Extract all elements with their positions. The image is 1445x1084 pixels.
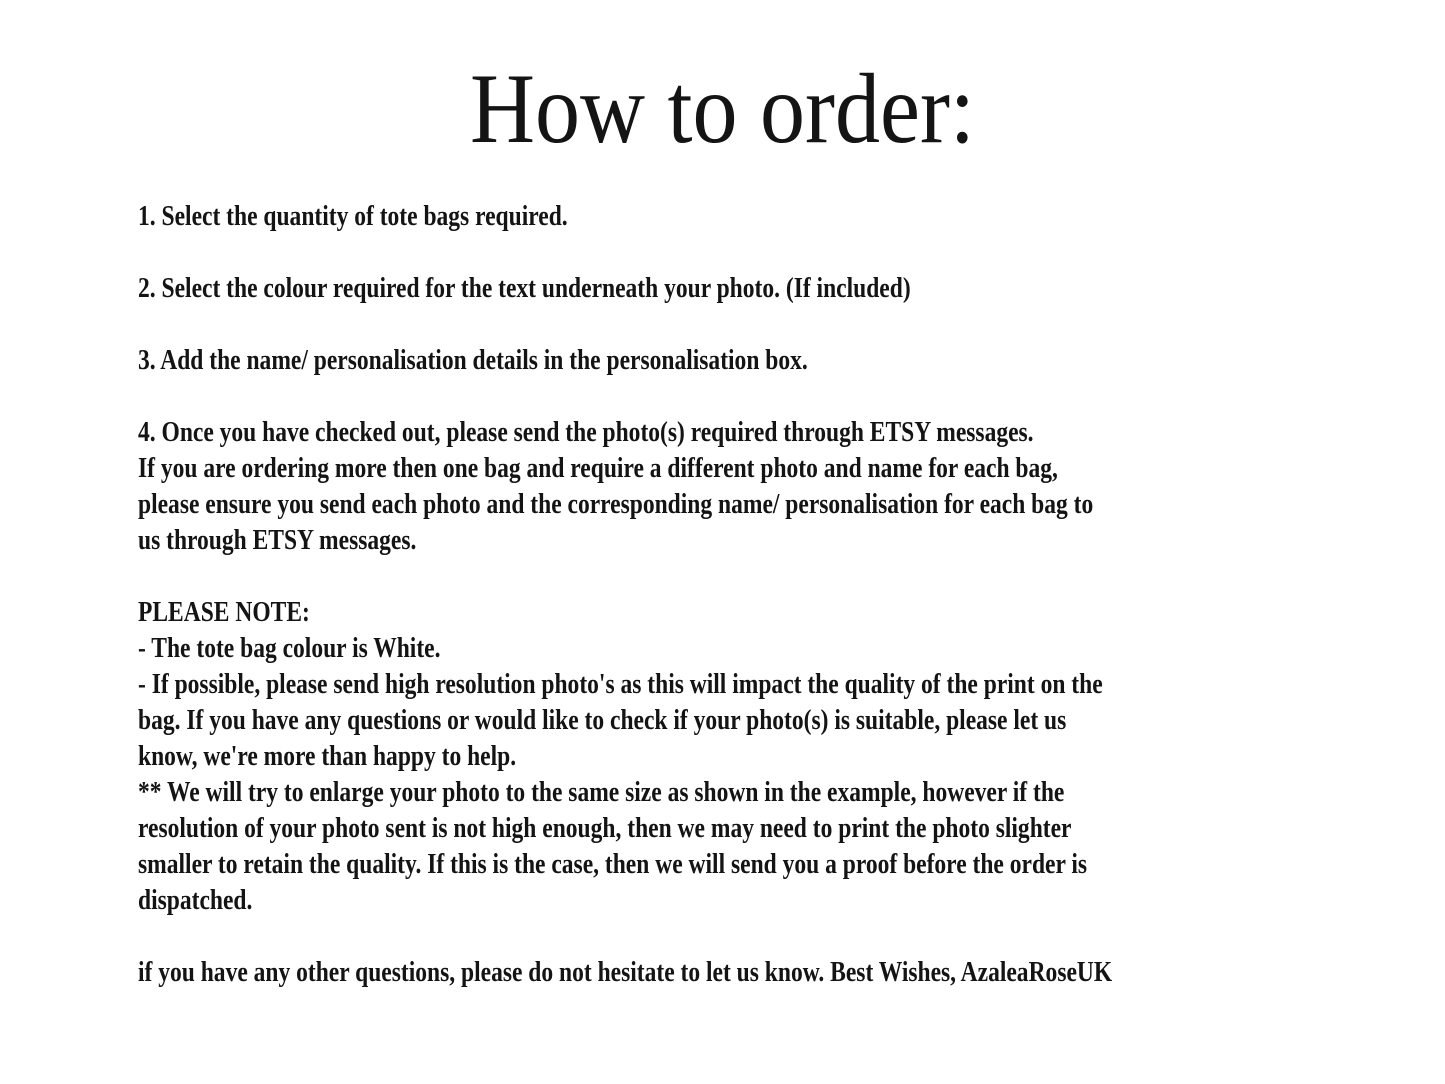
instruction-step-3: 3. Add the name/ personalisation details in the personalisation box. bbox=[138, 345, 808, 376]
page-title: How to order: bbox=[470, 53, 975, 164]
instruction-step-1: 1. Select the quantity of tote bags required. bbox=[138, 201, 568, 232]
instruction-step-2: 2. Select the colour required for the text underneath your photo. (If included) bbox=[138, 273, 911, 304]
instructions-body bbox=[138, 199, 1445, 991]
closing-line: if you have any other questions, please do not hesitate to let us know. Best Wishes, AzaleaRoseUK bbox=[138, 957, 1113, 988]
instruction-step-4: 4. Once you have checked out, please send the photo(s) required through ETSY messages. If you are ordering more then one bag and require a different photo and name for each bag, please ensure you send each photo and the corresponding name/ personalisation for each bag to us through ETSY messages. bbox=[138, 417, 1094, 556]
please-note-section: PLEASE NOTE: - The tote bag colour is White. - If possible, please send high resolution photo's as this will impact the quality of the print on the bag. If you have any questions or would like to check if your photo(s) is suitable, please let us know, we're more than happy to help. ** We will try to enlarge your photo to the same size as shown in the example, however if the resolution of your photo sent is not high enough, then we may need to print the photo slighter smaller to retain the quality. If this is the case, then we will send you a proof before the order is dispatched. bbox=[138, 597, 1103, 916]
